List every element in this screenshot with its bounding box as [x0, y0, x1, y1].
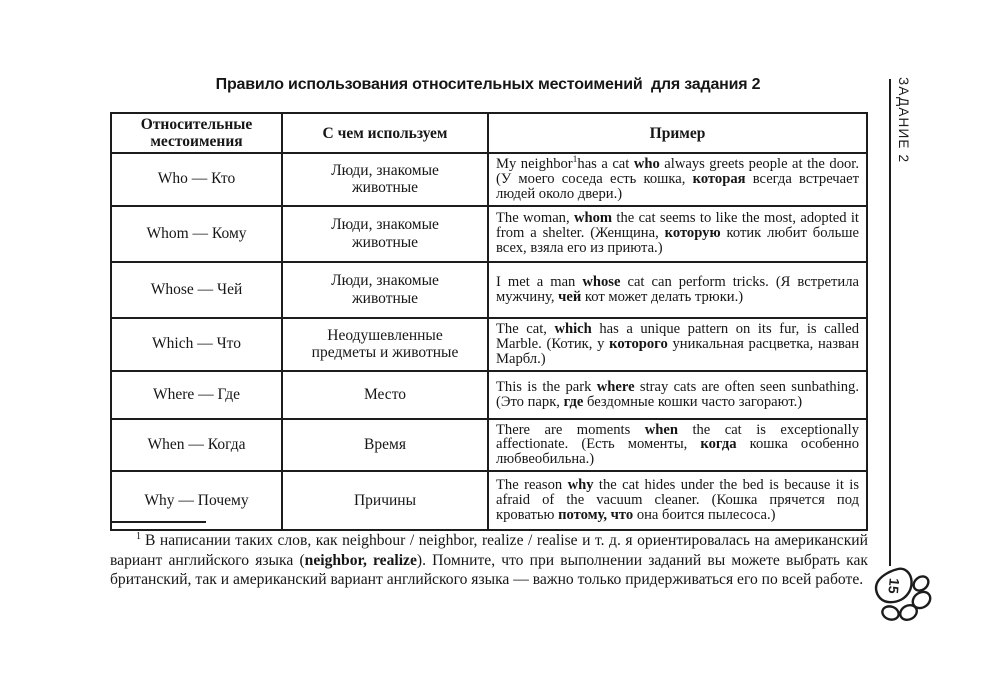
relative-pronouns-table [110, 112, 868, 531]
example-cell: I met a man whose cat can perform tricks. (Я встретила мужчину, чей кот может делать трюки.) [488, 262, 867, 318]
pronoun-cell: Why — Почему [111, 471, 282, 530]
table-row-who [111, 153, 867, 206]
table-row-which [111, 318, 867, 371]
table-row-whose [111, 262, 867, 318]
example-cell: This is the park where stray cats are often seen sunbathing. (Это парк, где бездомные кошки часто загорают.) [488, 371, 867, 419]
example-cell: My neighbor$^1$has a cat who always greets people at the door. (У моего соседа есть кошка, которая всегда встречает людей около двери.) [488, 153, 867, 206]
pronoun-cell: Where — Где [111, 371, 282, 419]
pronoun-cell: Which — Что [111, 318, 282, 371]
page-title: Правило использования относительных местоимений для задания 2 [215, 76, 761, 93]
paw-toe-icon [911, 574, 931, 594]
table-row-where [111, 371, 867, 419]
usage-cell: Люди, знакомые животные [282, 153, 488, 206]
table-row-whom [111, 206, 867, 262]
pronoun-cell: Whom — Кому [111, 206, 282, 262]
pronoun-cell: When — Когда [111, 419, 282, 472]
example-cell: The cat, which has a unique pattern on its fur, is called Marble. (Котик, у которого уникальная расцветка, назван Марбл.) [488, 318, 867, 371]
pronoun-cell: Whose — Чей [111, 262, 282, 318]
paw-print-page-number [870, 560, 938, 628]
usage-cell: Люди, знакомые животные [282, 206, 488, 262]
margin-tab-label: ЗАДАНИЕ 2 [896, 77, 911, 164]
table-row-when [111, 419, 867, 472]
example-cell: There are moments when the cat is exceptionally affectionate. (Есть моменты, когда кошка особенно любвеобильна.) [488, 419, 867, 472]
footnote [110, 527, 868, 590]
pronoun-cell: Who — Кто [111, 153, 282, 206]
page-number: 15 [885, 577, 903, 595]
usage-cell: Время [282, 419, 488, 472]
header-cell-pronouns: Относительные местоимения [111, 113, 282, 153]
paw-toe-icon [881, 604, 901, 621]
footnote-text: В написании таких слов, как neighbour / neighbor, realize / realise и т. д. я ориентировалась на американский вариант английского языка (neighbor, realize). Помните, что при выполнении заданий вы можете выбрать как британский, так и американский вариант английского языка — важно только придерживаться его по всей работе. [110, 532, 868, 589]
example-cell: The woman, whom the cat seems to like the most, adopted it from a shelter. (Женщина, которую котик любит больше всех, взяла его из приюта.) [488, 206, 867, 262]
usage-cell: Место [282, 371, 488, 419]
usage-cell: Неодушевленные предметы и животные [282, 318, 488, 371]
table-header-row [111, 113, 867, 153]
footnote-marker: 1 [136, 531, 141, 542]
example-cell: The reason why the cat hides under the bed is because it is afraid of the vacuum cleaner. (Кошка прячется под кроватью потому, что она боится пылесоса.) [488, 471, 867, 530]
usage-cell: Люди, знакомые животные [282, 262, 488, 318]
header-cell-example: Пример [488, 113, 867, 153]
margin-tab-rule [889, 79, 891, 566]
footnote-separator-rule [110, 521, 206, 523]
header-cell-usage: С чем используем [282, 113, 488, 153]
table-row-why [111, 471, 867, 530]
usage-cell: Причины [282, 471, 488, 530]
